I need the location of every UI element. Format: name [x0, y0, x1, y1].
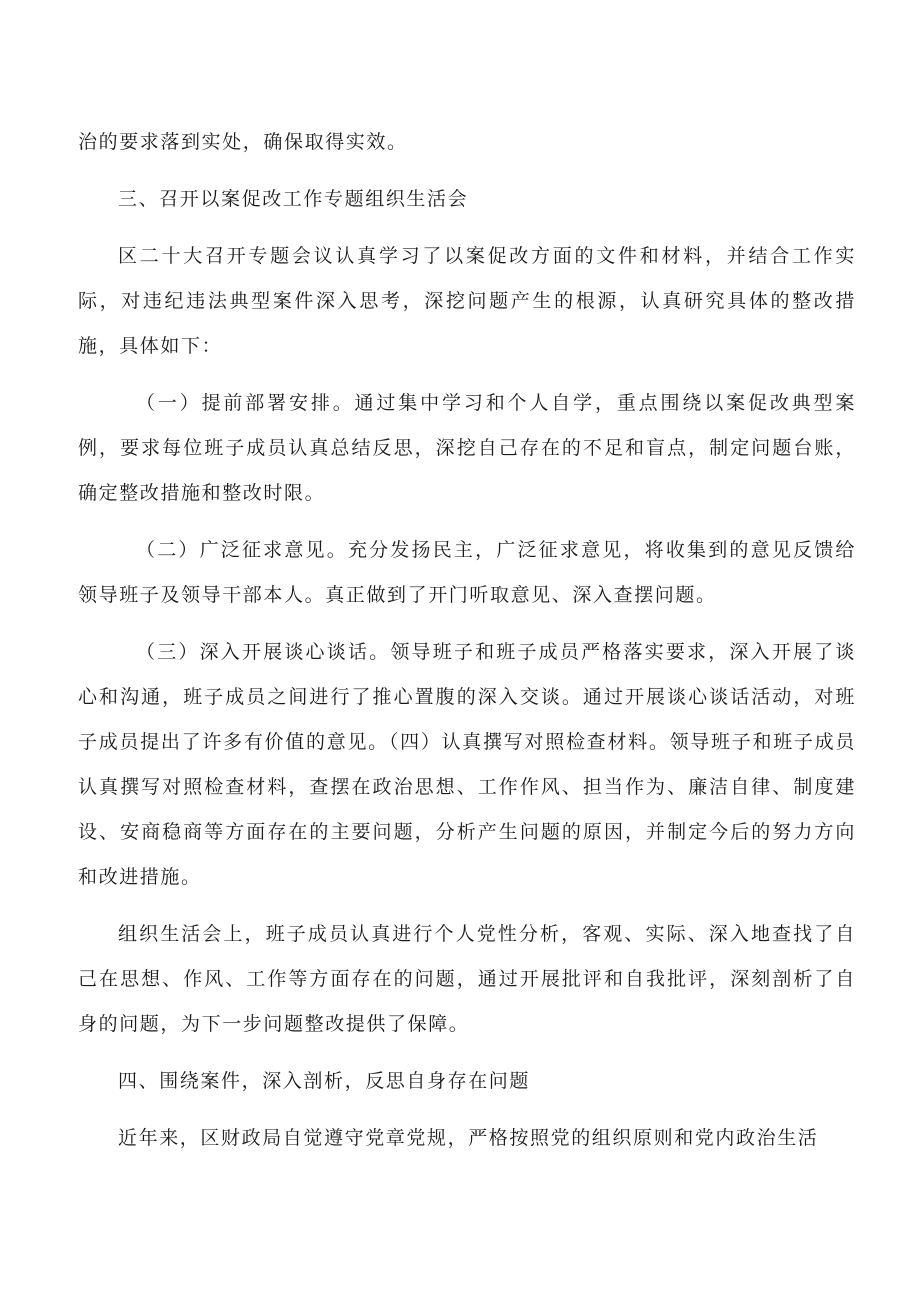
document-body: [78, 120, 856, 1161]
sub-item-two: （二）广泛征求意见。充分发扬民主，广泛征求意见，将收集到的意见反馈给领导班子及领导干部本人。真正做到了开门听取意见、深入查摆问题。: [78, 539, 856, 606]
paragraph-recent-years: 近年来，区财政局自觉遵守党章党规，严格按照党的组织原则和党内政治生活: [118, 1127, 819, 1149]
sub-item-three-four: （三）深入开展谈心谈话。领导班子和班子成员严格落实要求，深入开展了谈心和沟通，班子成员之间进行了推心置腹的深入交谈。通过开展谈心谈话活动，对班子成员提出了许多有价值的意见。（四）认真撰写对照检查材料。领导班子和班子成员认真撰写对照检查材料，查摆在政治思想、工作作风、担当作为、廉洁自律、制度建设、安商稳商等方面存在的主要问题，分析产生问题的原因，并制定今后的努力方向和改进措施。: [78, 641, 856, 888]
paragraph-meeting: 组织生活会上，班子成员认真进行个人党性分析，客观、实际、深入地查找了自己在思想、作风、工作等方面存在的问题，通过开展批评和自我批评，深刻剖析了自身的问题，为下一步问题整改提供了保障。: [78, 923, 856, 1035]
paragraph-continuation: 治的要求落到实处，确保取得实效。: [78, 131, 408, 153]
section-heading-three: 三、召开以案促改工作专题组织生活会: [118, 188, 469, 210]
section-heading-four: 四、围绕案件，深入剖析，反思自身存在问题: [118, 1070, 531, 1092]
sub-item-one: （一）提前部署安排。通过集中学习和个人自学，重点围绕以案促改典型案例，要求每位班子成员认真总结反思，深挖自己存在的不足和盲点，制定问题台账，确定整改措施和整改时限。: [78, 392, 856, 504]
paragraph-intro: 区二十大召开专题会议认真学习了以案促改方面的文件和材料，并结合工作实际，对违纪违法典型案件深入思考，深挖问题产生的根源，认真研究具体的整改措施，具体如下：: [78, 245, 856, 357]
